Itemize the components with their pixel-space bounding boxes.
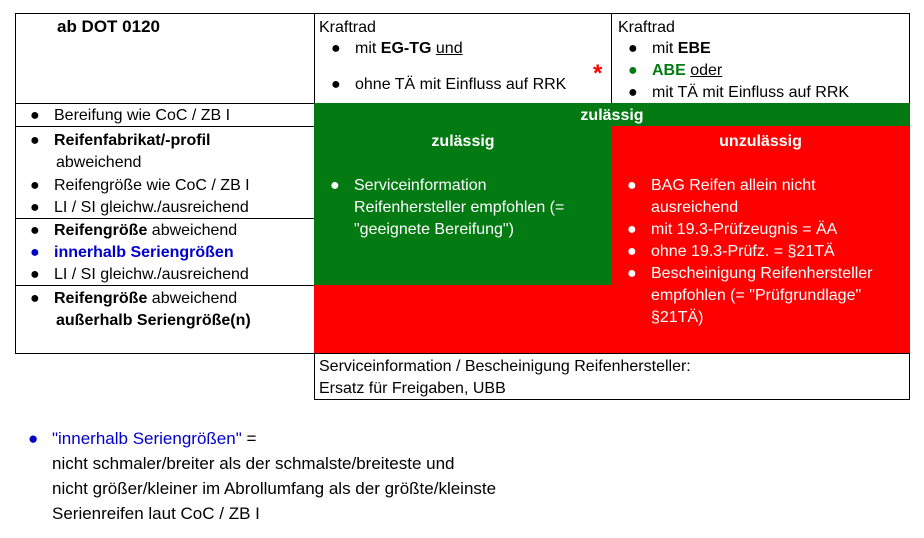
white-bullet-icon: ● [627,177,637,194]
row3-line-1-rest: abweichend [147,222,238,239]
row3-line-1-bold: Reifengröße [54,222,148,239]
bullet-icon: ● [30,132,40,149]
row3-label-cell [15,218,315,286]
white-bullet-icon: ● [627,243,637,260]
red-block-item-2 [627,219,837,240]
row4-line-1-bold: Reifengröße [54,290,148,307]
footnote-line-4: Serienreifen laut CoC / ZB I [52,504,260,523]
row4-label-cell [15,285,315,354]
row2-line-3-text: LI / SI gleichw./ausreichend [54,199,249,216]
bullet-icon: ● [30,177,40,194]
row4-line-1 [30,288,237,309]
footnote-line-3: nicht größer/kleiner im Abrollumfang als der größte/kleinste [52,479,497,498]
row3-line-2 [30,242,234,263]
col2-item-1-underlined: und [435,40,463,57]
green-block-header: zulässig [431,133,495,150]
red-block-item-1 [627,175,816,196]
row1-status: zulässig [580,107,644,124]
blue-bullet-icon: ● [28,429,39,448]
red-block-item-3-text: ohne 19.3-Prüfz. = §21TÄ [651,243,835,260]
blue-bullet-icon: ● [30,244,40,261]
red-block-lower-middle [314,285,612,354]
red-block [611,126,910,354]
bottom-note-cell [314,353,910,400]
green-block [314,126,612,286]
bullet-icon: ● [30,266,40,283]
bullet-icon: ● [628,40,638,57]
bottom-note-line-2: Ersatz für Freigaben, UBB [319,380,506,397]
asterisk-mark: * [593,60,603,87]
header-title: ab DOT 0120 [57,17,160,36]
col2-item-1-bold: EG-TG [380,40,432,57]
col3-item-2-underlined: oder [690,62,723,79]
row4-line-2: außerhalb Seriengröße(n) [56,312,251,329]
bullet-icon: ● [628,84,638,101]
row2-line-1-cont: abweichend [56,154,142,171]
row3-line-3 [30,264,249,285]
col3-item-3-text: mit TÄ mit Einfluss auf RRK [652,84,850,101]
row1-label-text: Bereifung wie CoC / ZB I [54,107,231,124]
bullet-icon: ● [30,222,40,239]
bullet-icon: ● [30,107,40,124]
row2-line-3 [30,197,249,218]
row1-label-cell [15,103,315,127]
row2-label-cell [15,126,315,219]
row1-label [30,105,230,126]
footnote-term: "innerhalb Seriengrößen" [52,429,242,448]
col2-item-1 [331,38,463,59]
header-col2-cell [314,13,612,104]
red-block-item-4 [627,263,872,284]
col3-item-1-bold: EBE [677,40,711,57]
bullet-icon: ● [30,199,40,216]
col3-item-2-green: ABE [652,62,686,79]
red-block-item-3 [627,241,835,262]
footnote-equals: = [241,429,257,448]
green-block-line-1 [330,175,487,196]
row2-line-2-text: Reifengröße wie CoC / ZB I [54,177,250,194]
green-bullet-icon: ● [628,62,638,79]
col3-item-2 [628,60,722,81]
row4-line-1-rest: abweichend [147,290,238,307]
row3-line-3-text: LI / SI gleichw./ausreichend [54,266,249,283]
col2-item-2-text: ohne TÄ mit Einfluss auf RRK [355,76,567,93]
green-block-line-1-text: Serviceinformation [354,177,487,194]
bullet-icon: ● [30,290,40,307]
footnote-line-2: nicht schmaler/breiter als der schmalste/breiteste und [52,454,455,473]
red-block-item-4-text: Bescheinigung Reifenhersteller [651,265,873,282]
red-block-item-4-cont-2: §21TÄ) [651,309,704,326]
red-block-item-1-text: BAG Reifen allein nicht [651,177,816,194]
col2-item-1-pre: mit [355,40,381,57]
row1-status-cell [314,103,910,127]
red-block-item-2-text: mit 19.3-Prüfzeugnis = ÄA [651,221,838,238]
green-block-line-2: Reifenhersteller empfohlen (= [354,199,565,216]
red-block-item-4-cont-1: empfohlen (= "Prüfgrundlage" [651,287,862,304]
bullet-icon: ● [331,76,341,93]
header-col3-cell [611,13,910,104]
row3-line-1 [30,220,237,241]
red-block-item-1-cont: ausreichend [651,199,739,216]
row3-line-2-text: innerhalb Seriengrößen [54,244,234,261]
col3-item-1 [628,38,711,59]
col3-item-3 [628,82,849,103]
bottom-note-line-1: Serviceinformation / Bescheinigung Reifenhersteller: [319,358,691,375]
col3-item-1-pre: mit [652,40,678,57]
col3-title: Kraftrad [618,19,675,36]
red-block-header: unzulässig [719,133,802,150]
footnote-line-1 [28,426,256,451]
col2-title: Kraftrad [319,19,376,36]
col2-item-2 [331,74,566,95]
row2-line-1-bold: Reifenfabrikat/-profil [54,132,211,149]
header-title-cell [15,13,315,104]
white-bullet-icon: ● [330,177,340,194]
white-bullet-icon: ● [627,221,637,238]
row2-line-2 [30,175,250,196]
white-bullet-icon: ● [627,265,637,282]
bullet-icon: ● [331,40,341,57]
green-block-line-3: "geeignete Bereifung") [354,221,514,238]
row2-line-1 [30,130,210,151]
